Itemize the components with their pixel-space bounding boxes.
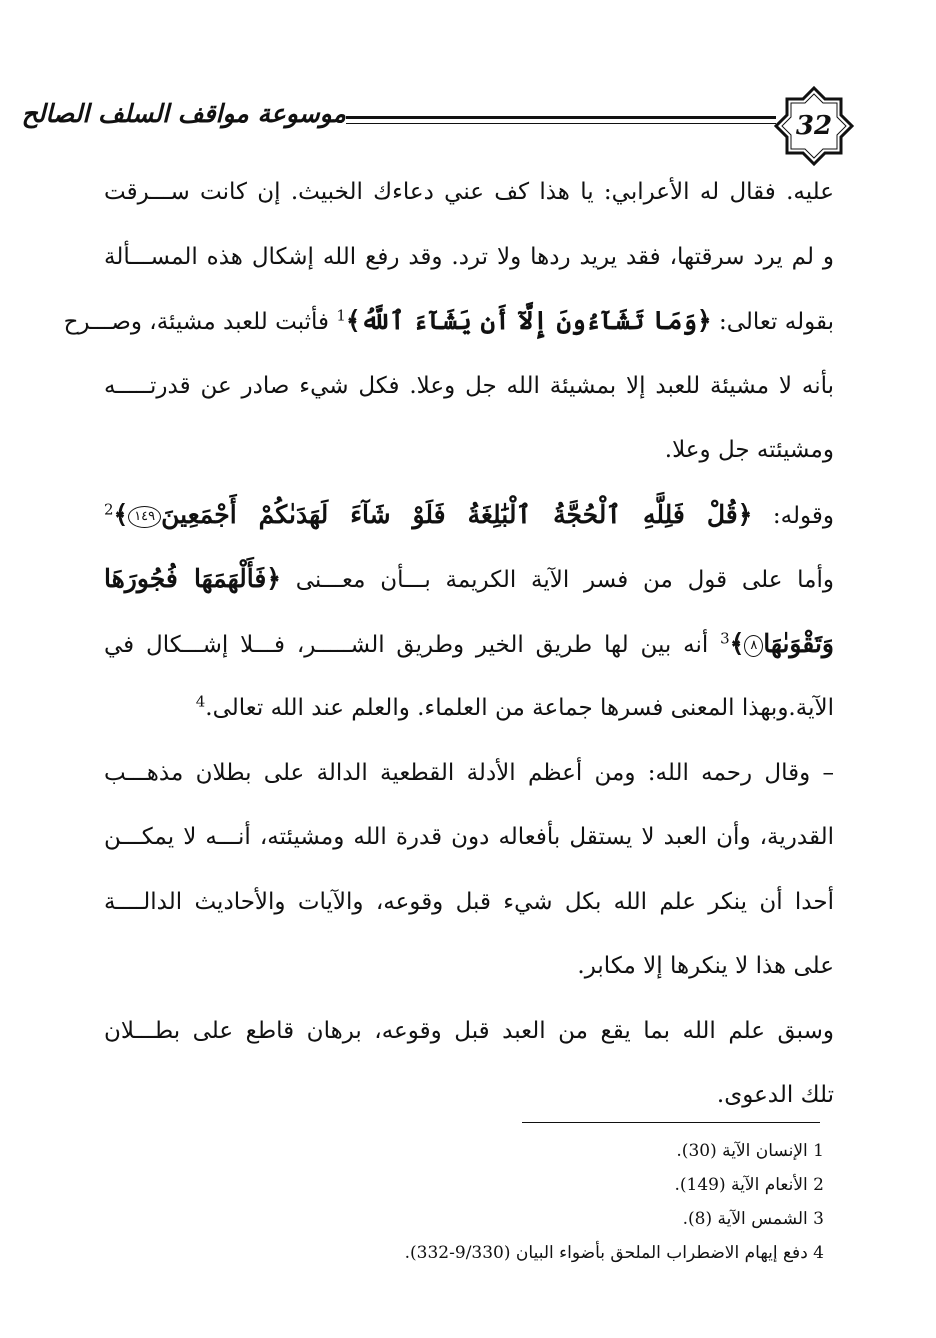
text-line [63,289,834,354]
footnotes [224,1134,824,1270]
footnote-ref: 1 [336,306,346,325]
footnote-item [224,1168,824,1202]
quran-verse: ﴿قُلْ فَلِلَّهِ ٱلْحُجَّةُ ٱلْبَٰلِغَةُ فَلَوْ شَآءَ لَهَدَىٰكُمْ أَجْمَعِينَ [161,499,753,529]
text-line [104,354,834,419]
text-line [104,870,834,935]
line-text: عليه. فقال له الأعرابي: يا هذا كف عني دعاءك الخبيث. إن كانت ســـرقت [104,179,834,205]
text-line [104,741,834,806]
line-text: تلك الدعوى. [716,1082,834,1108]
footnote-ref: 3 [720,628,730,647]
footnote-text: الشمس الآية (8). [682,1209,808,1229]
footnote-text: الأنعام الآية (149). [674,1175,808,1195]
header-rule-thin [346,123,776,124]
quran-verse: ﴿فَأَلْهَمَهَا فُجُورَهَا [104,564,281,593]
quran-bracket: ﴾ [729,628,745,658]
footnote-number: 1 [807,1141,824,1161]
series-title: موسوعة مواقف السلف الصالح [21,99,346,128]
footnote-number: 3 [807,1209,824,1229]
footnote-number: 2 [807,1175,824,1195]
text-line [104,612,834,677]
verse-number-mark: ١٤٩ [128,506,161,528]
page-number: 32 [795,111,833,141]
text-line [104,418,834,483]
footnote-ref: 4 [195,692,206,711]
line-text: فأثبت للعبد مشيئة، وصـــرح [63,309,337,335]
verse-number-mark: ٨ [744,635,763,657]
line-text: الآية.وبهذا المعنى فسرها جماعة من العلماء. والعلم عند الله تعالى. [205,695,834,721]
line-text: و لم يرد سرقتها، فقد يريد ردها ولا ترد. وقد رفع الله إشكال هذه المســـألة [104,243,834,270]
text-line [104,676,834,741]
line-text: أحدا أن ينكر علم الله بكل شيء قبل وقوعه، والآيات والأحاديث الدالــــة [104,888,834,915]
text-line [104,483,834,548]
line-text: وقوله: [752,502,834,529]
line-text: وسبق علم الله بما يقع من العبد قبل وقوعه، برهان قاطع على بطـــلان [104,1017,834,1044]
footnote-text: دفع إيهام الاضطراب الملحق بأضواء البيان (9/330-332). [404,1243,808,1263]
text-line [104,160,834,225]
text-line [104,805,834,870]
text-line [104,999,834,1064]
text-line [104,547,834,612]
quran-bracket: ﴾ [113,499,129,529]
page-header [21,86,854,166]
text-line [104,225,834,290]
line-text: – وقال رحمه الله: ومن أعظم الأدلة القطعية الدالة على بطلان مذهـــب [104,759,834,786]
body-text [63,160,835,1128]
line-text: ومشيئته جل وعلا. [664,437,834,463]
quran-verse: ﴿وَمَا تَشَآءُونَ إِلَّآ أَن يَشَآءَ ٱللَّهُ﴾ [345,306,712,335]
footnote-item [224,1134,824,1168]
text-line [104,934,834,999]
header-rule [346,116,776,119]
footnote-ref: 2 [104,499,114,518]
line-text: القدرية، وأن العبد لا يستقل بأفعاله دون قدرة الله ومشيئته، أنـــه لا يمكـــن [104,824,834,850]
line-text: وأما على قول من فسر الآية الكريمة بـــأن معـــنى [280,567,835,593]
footnote-separator [522,1122,820,1123]
line-text: أنه بين لها طريق الخير وطريق الشـــــر، فـــلا إشـــكال في [104,631,721,658]
footnote-item [224,1202,824,1236]
text-line [104,1063,834,1128]
line-text: بأنه لا مشيئة للعبد إلا بمشيئة الله جل وعلا. فكل شيء صادر عن قدرتـــــه [104,372,834,399]
footnote-item [224,1236,824,1270]
line-text: بقوله تعالى: [711,309,834,335]
footnote-number: 4 [807,1243,824,1263]
line-text: على هذا لا ينكرها إلا مكابر. [577,953,834,979]
quran-verse: وَتَقْوَىٰهَا [763,628,834,658]
footnote-text: الإنسان الآية (30). [676,1141,808,1161]
